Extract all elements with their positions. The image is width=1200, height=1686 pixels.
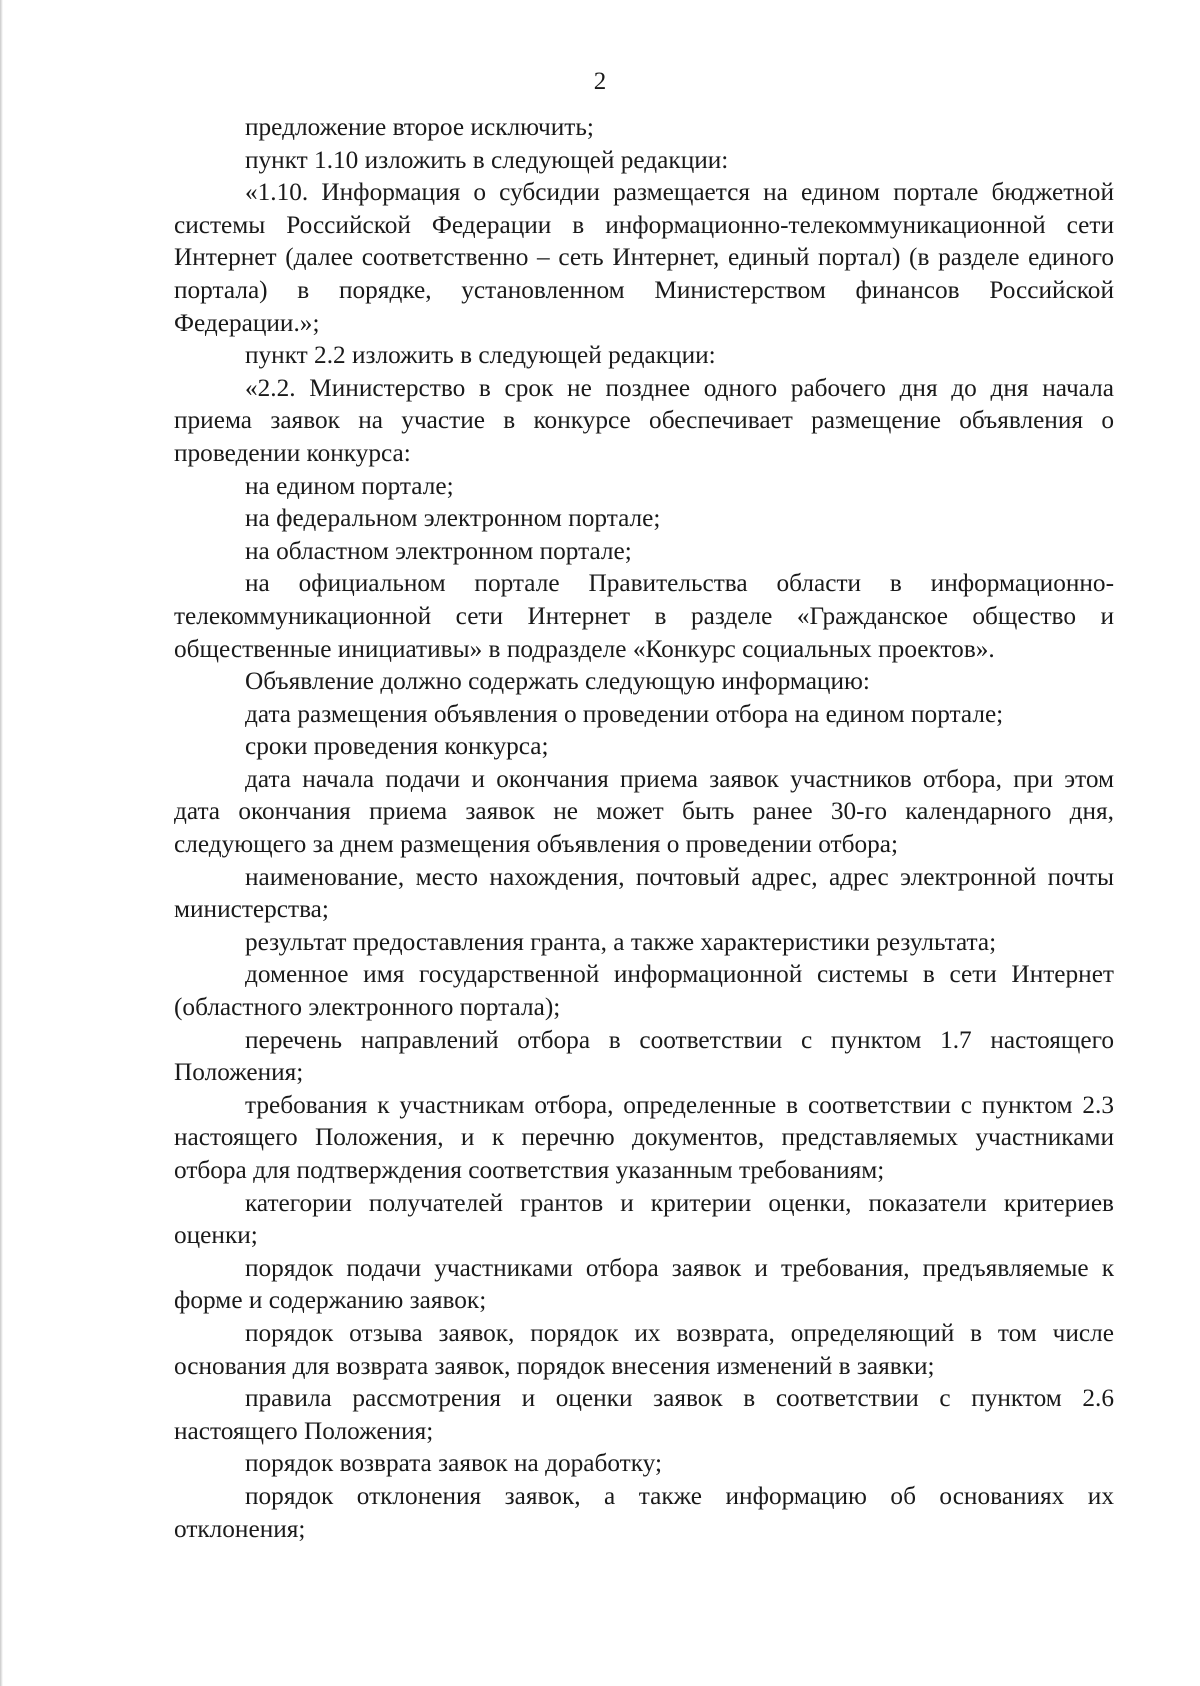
- paragraph: пункт 2.2 изложить в следующей редакции:: [245, 341, 716, 370]
- paragraph: на федеральном электронном портале;: [245, 504, 661, 533]
- document-body: [174, 111, 1114, 1545]
- paragraph: порядок возврата заявок на доработку;: [245, 1449, 662, 1478]
- scan-edge: [0, 0, 3, 1686]
- paragraph: категории получателей грантов и критерии оценки, показатели критериев оценки;: [174, 1188, 1114, 1250]
- paragraph: на едином портале;: [245, 471, 454, 500]
- paragraph: дата начала подачи и окончания приема заявок участников отбора, при этом дата окончания приема заявок не может быть ранее 30-го календарного дня, следующего за днем размещения объявления о проведении отбора;: [174, 764, 1114, 859]
- paragraph: наименование, место нахождения, почтовый адрес, адрес электронной почты министерства;: [174, 862, 1114, 924]
- paragraph: Объявление должно содержать следующую информацию:: [245, 667, 870, 696]
- paragraph: порядок отклонения заявок, а также информацию об основаниях их отклонения;: [174, 1481, 1114, 1543]
- paragraph: на областном электронном портале;: [245, 536, 632, 565]
- paragraph: правила рассмотрения и оценки заявок в соответствии с пунктом 2.6 настоящего Положения;: [174, 1384, 1114, 1445]
- paragraph: доменное имя государственной информационной системы в сети Интернет (областного электронного портала);: [174, 960, 1114, 1022]
- paragraph: «1.10. Информация о субсидии размещается на едином портале бюджетной системы Российской Федерации в информационно-телекоммуникационной сети Интернет (далее соответственно – сеть Интернет, единый портал) (в разделе единого портала) в порядке, установленном Министерством финансов Российской Федерации.»;: [174, 178, 1114, 337]
- paragraph: требования к участникам отбора, определенные в соответствии с пунктом 2.3 настоящего Положения, и к перечню документов, представляемых участниками отбора для подтверждения соответствия указанным требованиям;: [174, 1090, 1114, 1184]
- paragraph: результат предоставления гранта, а также характеристики результата;: [245, 927, 997, 956]
- page-number: 2: [593, 68, 607, 95]
- paragraph: дата размещения объявления о проведении отбора на едином портале;: [245, 699, 1004, 728]
- paragraph: пункт 1.10 изложить в следующей редакции:: [245, 145, 729, 174]
- paragraph: на официальном портале Правительства области в информационно-телекоммуникационной сети Интернет в разделе «Гражданское общество и общественные инициативы» в подразделе «Конкурс социальных проектов».: [174, 569, 1114, 663]
- paragraph: перечень направлений отбора в соответствии с пунктом 1.7 настоящего Положения;: [174, 1025, 1114, 1087]
- paragraph: сроки проведения конкурса;: [245, 732, 549, 761]
- paragraph: предложение второе исключить;: [245, 113, 594, 141]
- paragraph: порядок отзыва заявок, порядок их возврата, определяющий в том числе основания для возврата заявок, порядок внесения изменений в заявки;: [174, 1318, 1114, 1380]
- paragraph: «2.2. Министерство в срок не позднее одного рабочего дня до дня начала приема заявок на участие в конкурсе обеспечивает размещение объявления о проведении конкурса:: [174, 373, 1114, 467]
- paragraph: порядок подачи участниками отбора заявок и требования, предъявляемые к форме и содержанию заявок;: [174, 1253, 1114, 1315]
